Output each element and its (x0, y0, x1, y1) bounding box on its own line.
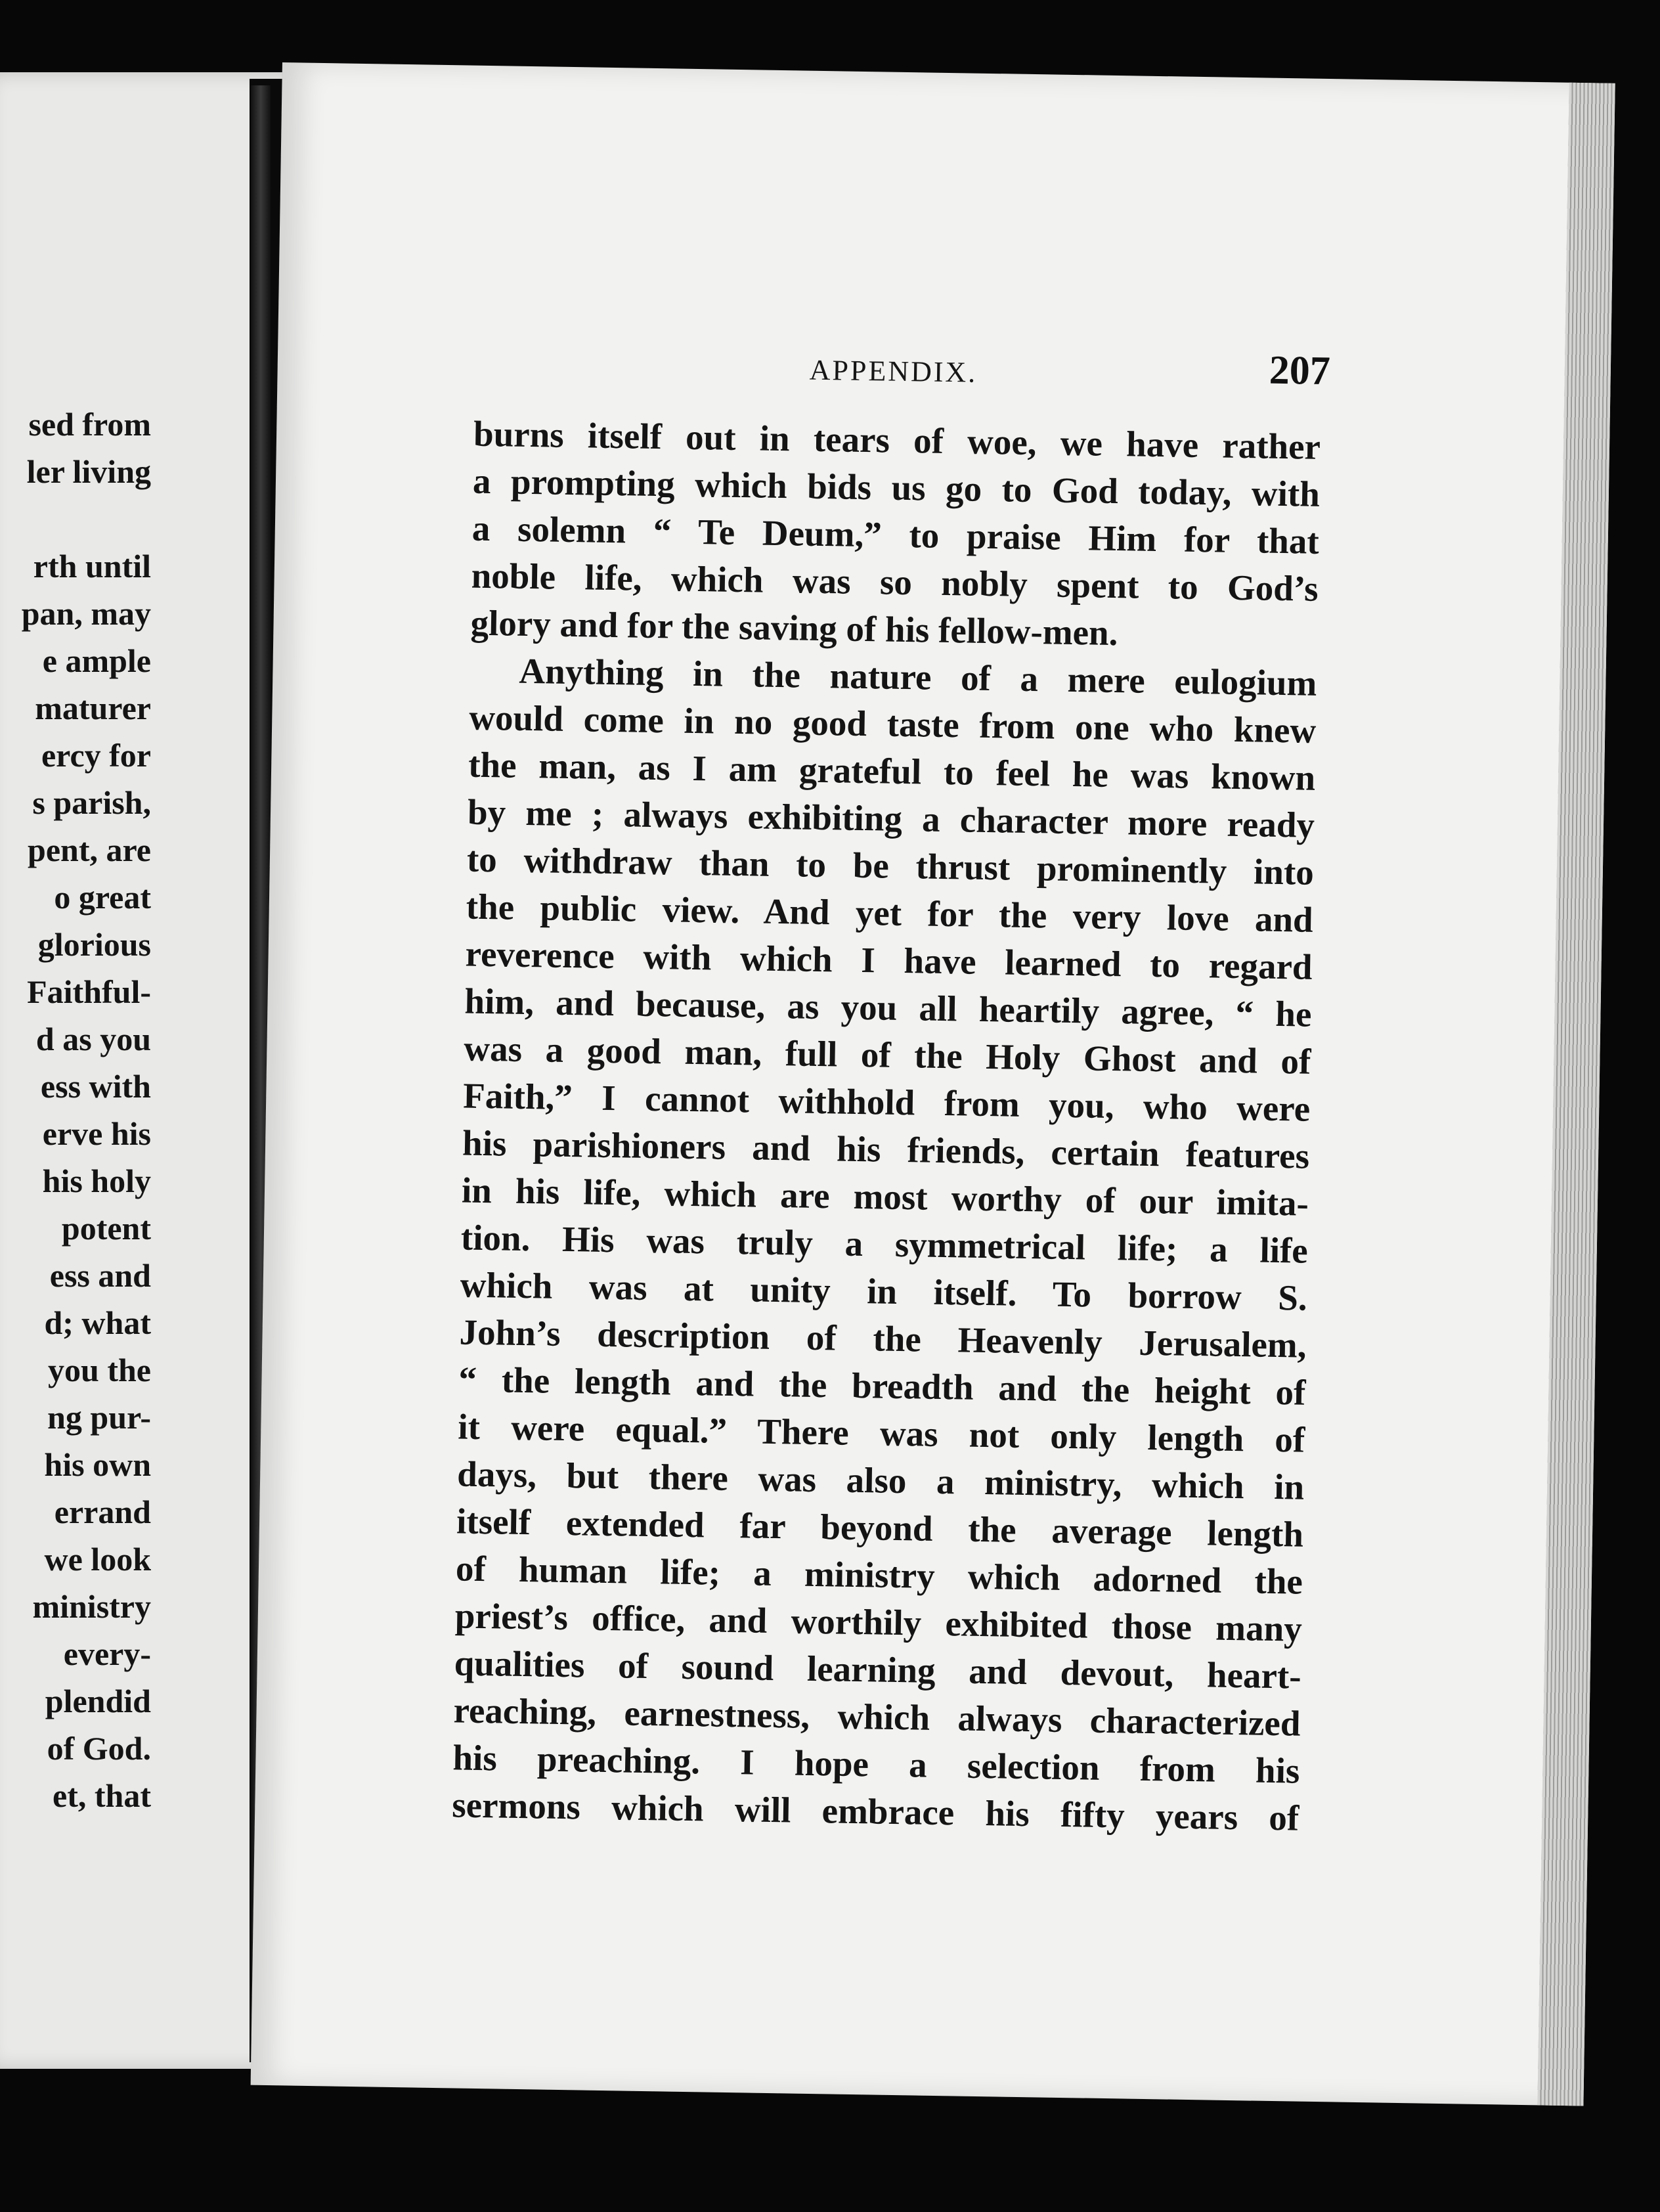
page-number: 207 (1269, 347, 1331, 394)
left-line: ministry (32, 1588, 151, 1625)
left-line: potent (61, 1210, 151, 1247)
text-line: was a good man, full of the Holy Ghost and of (463, 1028, 1311, 1082)
left-line: rth until (33, 548, 151, 585)
text-line: which was at unity in itself. To borrow S. (460, 1264, 1308, 1318)
right-page (251, 62, 1615, 2106)
left-line: ercy for (41, 737, 151, 774)
text-line: qualities of sound learning and devout, heart- (454, 1643, 1302, 1696)
left-line: plendid (45, 1683, 151, 1719)
page-edges (1537, 83, 1615, 2106)
text-line: him, and because, as you all heartily agree, “ he (464, 981, 1312, 1034)
text-line: “ the length and the breadth and the height of (458, 1359, 1306, 1413)
text-line: his parishioners and his friends, certain features (462, 1122, 1310, 1176)
left-line: glorious (37, 926, 151, 963)
left-line: et, that (53, 1777, 151, 1814)
text-line: by me ; always exhibiting a character more ready (467, 791, 1315, 845)
text-line: noble life, which was so nobly spent to God’s (471, 555, 1319, 609)
text-line: in his life, which are most worthy of our imita- (461, 1170, 1309, 1224)
text-line: reverence with which I have learned to regard (465, 933, 1313, 987)
left-line (22, 495, 151, 542)
left-line: ng pur- (47, 1399, 151, 1436)
left-line: d as you (35, 1021, 151, 1057)
text-line: of human life; a ministry which adorned the (455, 1548, 1303, 1602)
text-line: would come in no good taste from one who knew (468, 697, 1317, 751)
text-line: glory and for the saving of his fellow-men. (470, 602, 1118, 653)
left-line: Faithful- (27, 973, 151, 1010)
text-line: days, but there was also a ministry, which in (456, 1453, 1305, 1507)
left-line: d; what (44, 1304, 151, 1341)
text-line: it were equal.” There was not only length of (457, 1406, 1305, 1460)
left-line: ler living (26, 453, 151, 490)
left-line: you the (48, 1352, 151, 1388)
left-line: his own (44, 1446, 151, 1483)
running-head: APPENDIX. (809, 353, 978, 389)
left-line: e ample (42, 642, 151, 679)
left-line: every- (63, 1635, 151, 1672)
left-line: his holy (42, 1162, 151, 1199)
left-line: ess with (40, 1068, 151, 1105)
left-line: of God. (47, 1730, 151, 1767)
text-line: Anything in the nature of a mere eulogium (519, 650, 1317, 703)
left-line: errand (54, 1493, 151, 1530)
text-line: burns itself out in tears of woe, we have rather (473, 413, 1321, 467)
left-line: s parish, (32, 784, 151, 821)
text-line: reaching, earnestness, which always characterized (453, 1690, 1301, 1744)
left-line: pent, are (28, 831, 151, 868)
text-line: itself extended far beyond the average length (456, 1501, 1304, 1555)
text-line: John’s description of the Heavenly Jerusalem, (459, 1312, 1307, 1365)
text-line: sermons which will embrace his fifty years of (451, 1784, 1300, 1838)
left-line: maturer (35, 690, 151, 726)
text-line: the man, as I am grateful to feel he was known (468, 744, 1316, 798)
text-line: tion. His was truly a symmetrical life; a life (460, 1217, 1309, 1271)
text-line: Faith,” I cannot withhold from you, who were (462, 1075, 1311, 1129)
left-line: erve his (42, 1115, 151, 1152)
left-line: we look (44, 1541, 151, 1578)
left-page-text (22, 401, 151, 1819)
left-line: ess and (49, 1257, 151, 1294)
left-line: o great (54, 879, 151, 916)
text-line: the public view. And yet for the very love and (466, 886, 1314, 940)
left-line: pan, may (21, 595, 151, 632)
page-body-text (452, 410, 1321, 1842)
text-line: priest’s office, and worthily exhibited those many (454, 1595, 1303, 1649)
text-line: to withdraw than to be thrust prominently into (466, 839, 1315, 893)
left-line: sed from (28, 406, 151, 443)
text-line: a solemn “ Te Deum,” to praise Him for that (471, 508, 1320, 562)
text-line: a prompting which bids us go to God today, with (472, 460, 1321, 514)
text-line: his preaching. I hope a selection from his (452, 1737, 1300, 1791)
